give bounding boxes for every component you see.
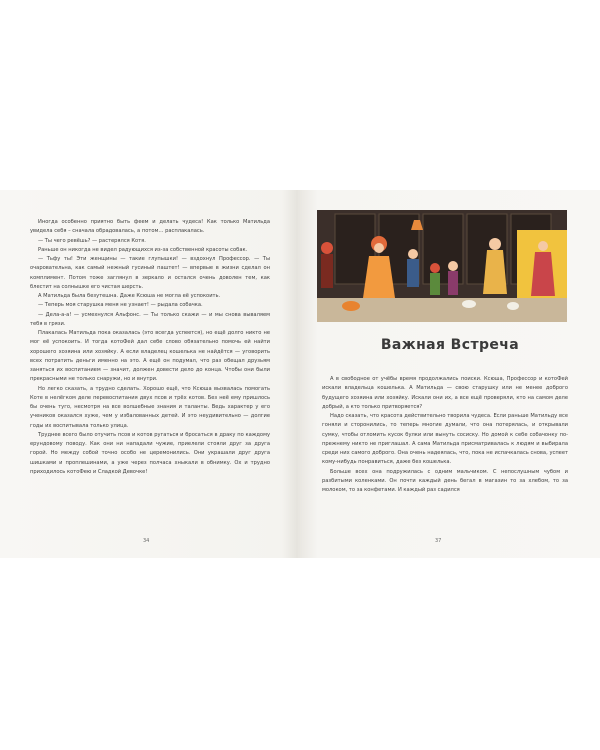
character-body (321, 254, 333, 288)
paragraph: Но легко сказать, а трудно сделать. Хорошо ещё, что Ксюша вызвалась помогать Коте в нелёгком деле перевоспитания двух псов и трёх котов. Без неё ему пришлось бы очень туго, несмотря на все волшебные знания и таланты. Ведь характер у его учеников оказался хуже, чем у избалованных детей. И это неудивительно — долгие годы их воспитывала только улица. (30, 385, 270, 429)
character-face (374, 243, 384, 253)
dog-figure (342, 301, 360, 311)
character-body (430, 273, 440, 295)
character-head (538, 241, 548, 251)
paragraph: Надо сказать, что красота действительно творила чудеса. Если раньше Матильду все гоняли и сторонились, то теперь многие думали, что она потерялась, и открывали сумку, чтобы отломить кусок булки или вынуть сосиску. Но домой к себе собачонку по-прежнему никто не приглашал. А сама Матильда присматривалась к людям и выбирала среди них самого доброго. Она очень надеялась, что, пока не испачкалась снова, успеет кому-нибудь понравиться, даже без кошелька. (322, 413, 568, 466)
paragraph: Труднее всего было отучить псов и котов ругаться и бросаться в драку по каждому ерундовому поводу. Как они ни нападали чужие, приелели стояли друг за друга горой. Но между собой точно особо не церемонились. Они украшали друг друга шишками и проплешинами, а уже через полчаса хныкали в обнимку. Ох и трудно приходилось котоФею и Сладкой Девочке! (30, 431, 270, 475)
left-page-text (30, 218, 270, 477)
character-head (408, 249, 418, 259)
book-spread (0, 190, 600, 558)
dog-figure (507, 302, 519, 310)
paragraph: — Тьфу ты! Эти женщины — такие глупышки! — вздохнул Профессор. — Ты очаровательна, как самый нежный гусиный паштет! — впервые в жизни сделал он комплимент. Потом тоже заглянул в зеркало и остался очень доволен тем, как блестит на солнышке его чистая шерсть. (30, 256, 270, 290)
character-dress (483, 250, 507, 294)
character-dress (531, 252, 555, 296)
paragraph: — Ты чего ревёшь? — растерялся Котя. (38, 237, 146, 244)
page-number: 37 (435, 538, 442, 544)
character-head (430, 263, 440, 273)
right-page (300, 190, 600, 558)
paragraph: Раньше он никогда не видел радующихся из-за собственной красоты собак. (38, 246, 248, 253)
right-page-text (322, 375, 568, 495)
paragraph: А в свободное от учёбы время продолжались поиски. Ксюша, Профессор и котоФей искали владельца кошелька. А Матильда — свою старушку или не менее доброго будущего хозяина или хозяйку. Искали они их, а все ещё проверяли, кто на самом деле добрый, а кто только притворяется? (322, 376, 568, 410)
page-number: 34 (143, 538, 150, 544)
character-head (489, 238, 501, 250)
left-page (0, 190, 300, 558)
street-scene-illustration-icon (317, 210, 567, 322)
character-body (407, 259, 419, 287)
dog-figure (462, 300, 476, 308)
paragraph: Плакалась Матильда пока оказалась (это всегда успеется), но ещё долго никто не мог её успокоить. И тогда котоФей дал себе слово обязательно помочь ей найти хорошего хозяина или хозяйку. А если владелец кошелька не найдётся — уговорить всех потратить деньги именно на это. А ещё он подумал, что раз обещал друзьям заняться их воспитанием — значит, должен довести дело до конца. Чтобы они были прекрасными не только снаружи, но и внутри. (30, 330, 270, 383)
chapter-title: Важная Встреча (380, 337, 520, 353)
paragraph: Больше всех она подружилась с одним мальчиком. С непослушным чубом и разбитыми коленками. Он почти каждый день бегал в магазин то за хлебом, то за молоком, то за конфетами. И каждый раз садился (322, 468, 568, 493)
character-head (321, 242, 333, 254)
paragraph: — Теперь моя старушка меня не узнает! — рыдала собачка. (38, 302, 203, 309)
paragraph: — Дела-а-а! — усмехнулся Альфонс. — Ты только скажи — и мы снова вываляем тебя в грязи. (30, 311, 270, 327)
character-body (448, 271, 458, 295)
character-head (448, 261, 458, 271)
paragraph: Иногда особенно приятно быть феем и делать чудеса! Как только Матильда увидела себя – сначала обрадовалась, а потом… расплакалась. (30, 219, 270, 235)
paragraph: А Матильда была безутешна. Даже Ксюша не могла её успокоить. (38, 293, 221, 299)
